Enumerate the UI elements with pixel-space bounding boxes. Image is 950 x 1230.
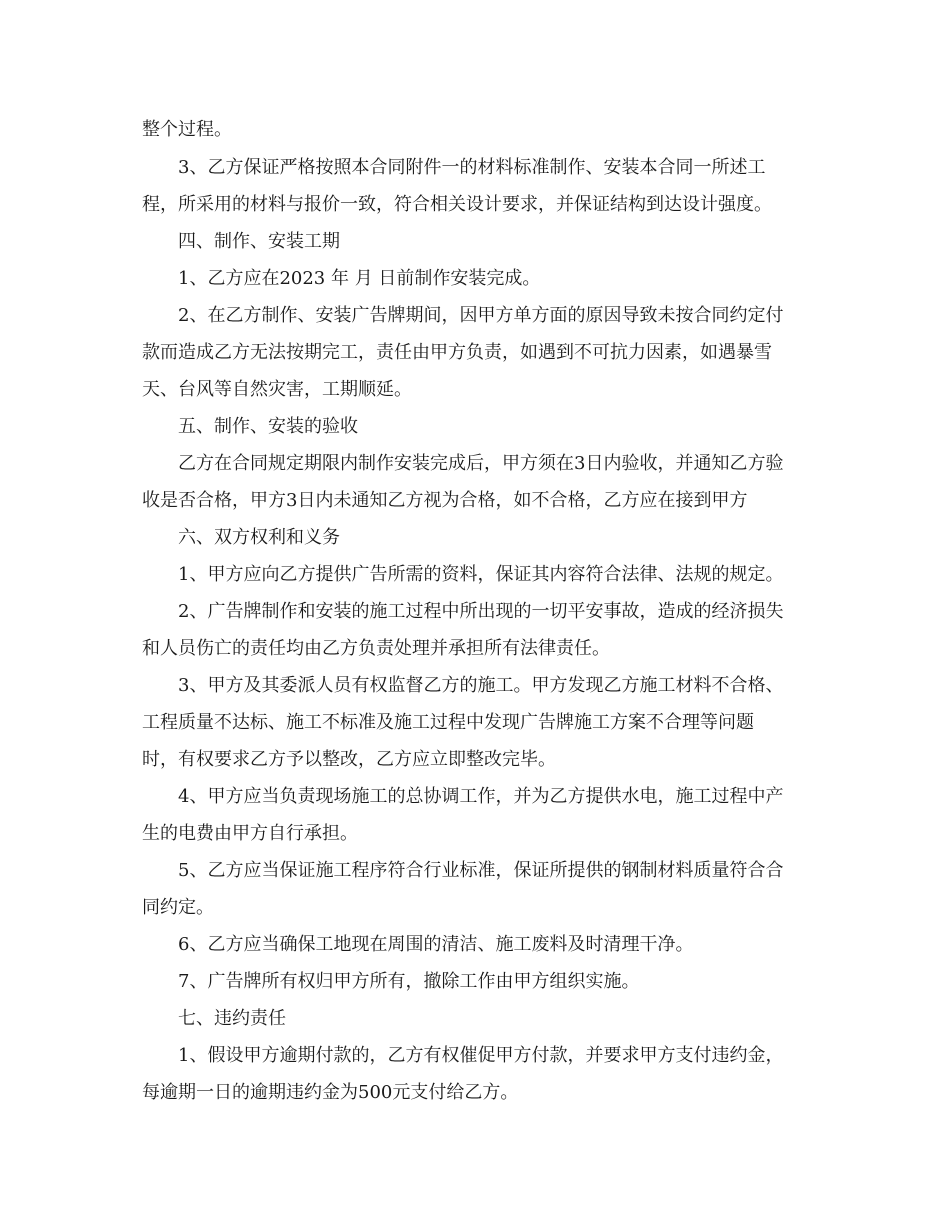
section-heading: 四、制作、安装工期 [178,231,340,252]
section-heading: 五、制作、安装的验收 [178,416,358,437]
text-line: 款而造成乙方无法按期完工，责任由甲方负责，如遇到不可抗力因素，如遇暴雪 [142,342,772,363]
text-line: 乙方在合同规定期限内制作安装完成后，甲方须在3日内验收，并通知乙方验 [178,453,784,474]
text-line: 每逾期一日的逾期违约金为500元支付给乙方。 [142,1082,519,1103]
text-line: 7、广告牌所有权归甲方所有，撤除工作由甲方组织实施。 [178,971,640,992]
text-line: 3、乙方保证严格按照本合同附件一的材料标准制作、安装本合同一所述工 [178,157,766,178]
text-line: 2、在乙方制作、安装广告牌期间，因甲方单方面的原因导致未按合同约定付 [178,305,784,326]
text-line: 整个过程。 [142,119,232,140]
text-line: 1、乙方应在2023 年 月 日前制作安装完成。 [178,268,541,289]
section-heading: 六、双方权利和义务 [178,527,340,548]
text-line: 3、甲方及其委派人员有权监督乙方的施工。甲方发现乙方施工材料不合格、 [178,675,784,696]
text-line: 4、甲方应当负责现场施工的总协调工作，并为乙方提供水电，施工过程中产 [178,786,784,807]
section-heading: 七、违约责任 [178,1008,286,1029]
text-line: 生的电费由甲方自行承担。 [142,823,358,844]
text-line: 程，所采用的材料与报价一致，符合相关设计要求，并保证结构到达设计强度。 [142,194,772,215]
text-line: 1、甲方应向乙方提供广告所需的资料，保证其内容符合法律、法规的规定。 [178,564,784,585]
text-line: 1、假设甲方逾期付款的，乙方有权催促甲方付款，并要求甲方支付违约金， [178,1045,784,1066]
text-line: 同约定。 [142,897,214,918]
text-line: 工程质量不达标、施工不标准及施工过程中发现广告牌施工方案不合理等问题 [142,712,754,733]
text-line: 6、乙方应当确保工地现在周围的清洁、施工废料及时清理干净。 [178,934,694,955]
text-line: 5、乙方应当保证施工程序符合行业标准，保证所提供的钢制材料质量符合合 [178,860,784,881]
text-line: 时，有权要求乙方予以整改，乙方应立即整改完毕。 [142,749,556,770]
text-line: 天、台风等自然灾害，工期顺延。 [142,379,412,400]
text-line: 2、广告牌制作和安装的施工过程中所出现的一切平安事故，造成的经济损失 [178,601,784,622]
text-line: 和人员伤亡的责任均由乙方负责处理并承担所有法律责任。 [142,638,610,659]
text-line: 收是否合格，甲方3日内未通知乙方视为合格，如不合格，乙方应在接到甲方 [142,490,748,511]
